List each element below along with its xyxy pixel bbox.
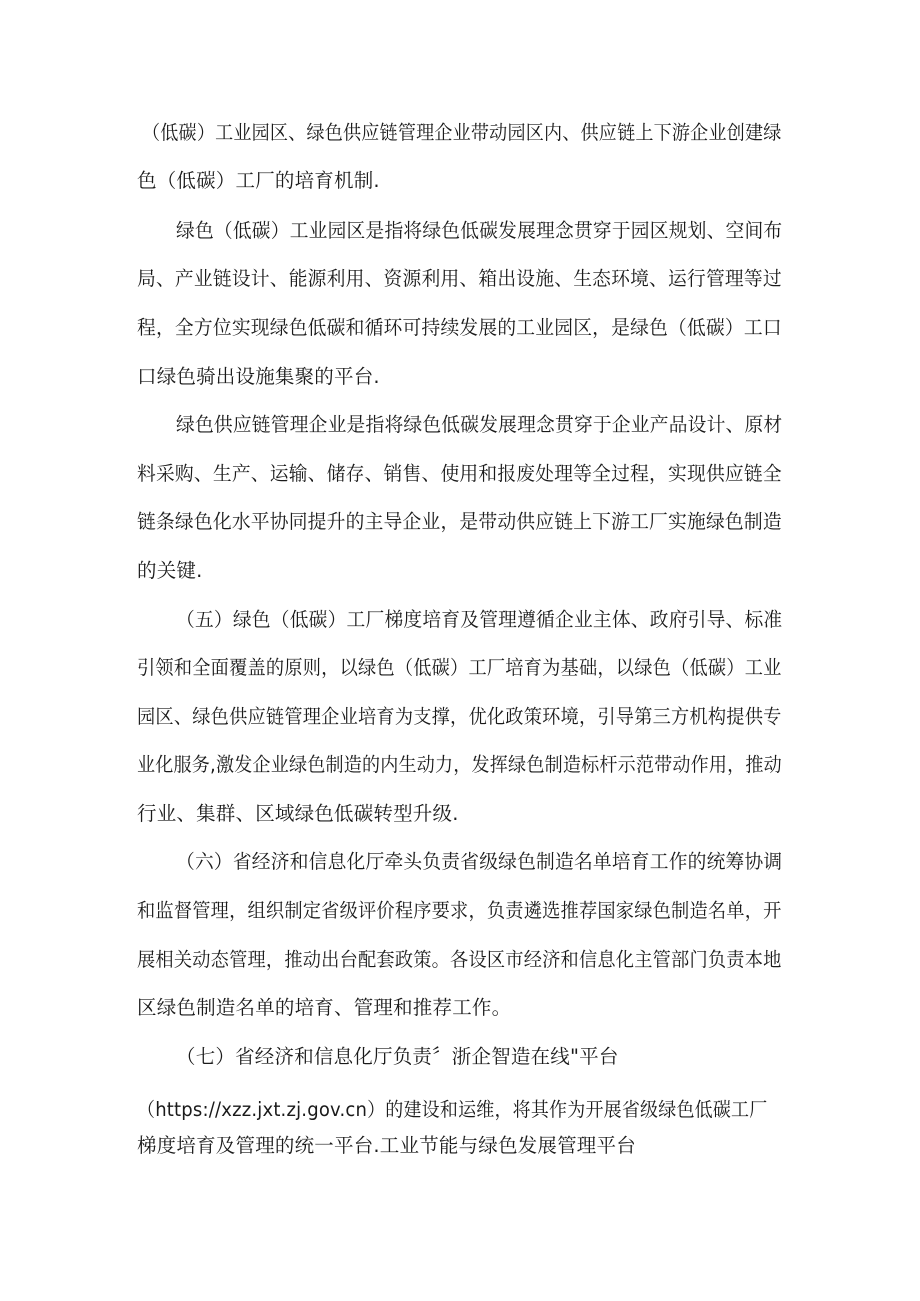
text-line: 梯度培育及管理的统一平台.工业节能与绿色发展管理平台 — [137, 1134, 636, 1157]
text-line: 的关键. — [137, 559, 203, 582]
text-line: 展相关动态管理，推动出台配套政策。各设区市经济和信息化主管部门负责本地 — [137, 948, 782, 971]
text-line: 行业、集群、区域绿色低碳转型升级. — [137, 802, 459, 825]
text-line: （六）省经济和信息化厅牵头负责省级绿色制造名单培育工作的统筹协调 — [176, 850, 783, 873]
text-line: （低碳）工业园区、绿色供应链管理企业带动园区内、供应链上下游企业创建绿 — [142, 121, 782, 144]
text-line: 园区、绿色供应链管理企业培育为支撑，优化政策环境，引导第三方机构提供专 — [137, 705, 782, 728]
text-line: 业化服务,激发企业绿色制造的内生动力，发挥绿色制造标杆示范带动作用，推动 — [137, 753, 782, 776]
text-line: 色（低碳）工厂的培育机制. — [137, 169, 380, 192]
text-line: （七）省经济和信息化厅负责〞浙企智造在线"平台 — [176, 1045, 619, 1068]
text-line: 和监督管理，组织制定省级评价程序要求，负责遴选推荐国家绿色制造名单，开 — [137, 899, 782, 922]
text-line: 口绿色骑出设施集聚的平台. — [137, 365, 380, 388]
text-line: 局、产业链设计、能源利用、资源利用、箱出设施、生态环境、运行管理等过 — [137, 267, 782, 290]
text-line: 程，全方位实现绿色低碳和循环可持续发展的工业园区，是绿色（低碳）工口 — [137, 316, 782, 339]
text-line: 区绿色制造名单的培育、管理和推荐工作。 — [137, 996, 512, 1019]
text-line: 链条绿色化水平协同提升的主导企业，是带动供应链上下游工厂实施绿色制造 — [137, 510, 782, 533]
text-line: 料采购、生产、运输、储存、销售、使用和报废处理等全过程，实现供应链全 — [137, 462, 782, 485]
text-line: 绿色供应链管理企业是指将绿色低碳发展理念贯穿于企业产品设计、原材 — [176, 413, 783, 436]
text-line: 引领和全面覆盖的原则，以绿色（低碳）工厂培育为基础，以绿色（低碳）工业 — [137, 656, 782, 679]
text-line: （https://xzz.jxt.zj.gov.cn）的建设和运维，将其作为开展省级绿色低碳工厂 — [137, 1098, 768, 1121]
text-line: 绿色（低碳）工业园区是指将绿色低碳发展理念贯穿于园区规划、空间布 — [176, 219, 783, 242]
text-line: （五）绿色（低碳）工厂梯度培育及管理遵循企业主体、政府引导、标准 — [176, 608, 783, 631]
